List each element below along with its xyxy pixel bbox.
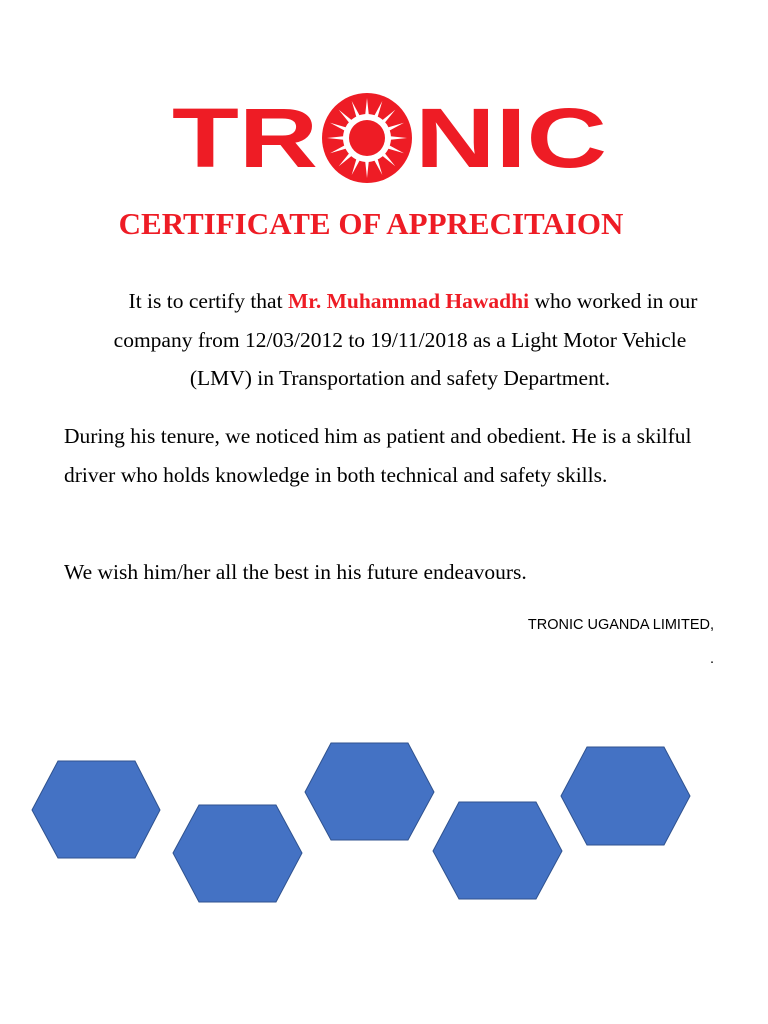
certification-paragraph [90, 282, 710, 398]
tenure-paragraph: During his tenure, we noticed him as patient and obedient. He is a skilful driver who holds knowledge in both technical and safety skills. [64, 424, 692, 487]
hexagon-shape [433, 802, 562, 899]
logo-text-left: TR [172, 91, 318, 185]
para1-intro: It is to certify that [128, 289, 288, 313]
trailing-dot: . [709, 651, 714, 667]
certificate-title: CERTIFICATE OF APPRECITAION [118, 206, 624, 241]
tronic-logo [170, 88, 610, 188]
company-signature: TRONIC UGANDA LIMITED, [527, 617, 714, 633]
hexagon-shape [561, 747, 690, 845]
logo-text-right: NIC [415, 91, 607, 185]
hexagon-shape [305, 743, 434, 840]
wishes-paragraph: We wish him/her all the best in his future endeavours. [64, 560, 527, 584]
hexagon-decoration [0, 730, 768, 920]
para1-rest: who worked in our company from 12/03/2012 to 19/11/2018 as a Light Motor Vehicle (LMV) in Transportation and safety Department. [113, 289, 698, 390]
sunburst-icon [322, 93, 412, 183]
hexagon-shape [173, 805, 302, 902]
recipient-name: Mr. Muhammad Hawadhi [287, 289, 530, 313]
hexagon-shape [32, 761, 160, 858]
